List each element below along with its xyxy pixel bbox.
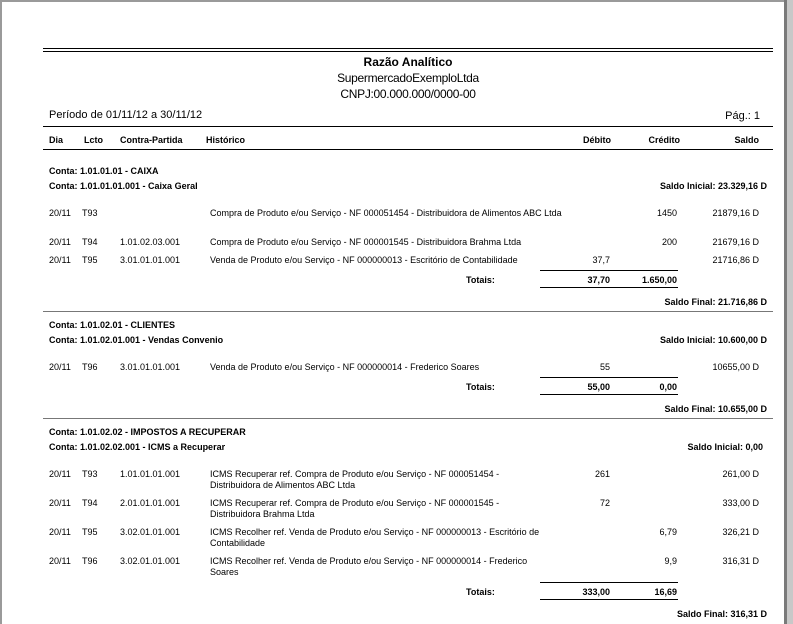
totals-label: Totais:: [466, 275, 495, 285]
company-cnpj: CNPJ:00.000.000/0000-00: [340, 87, 476, 101]
period-separator: a: [150, 109, 158, 121]
window-top-edge: [0, 0, 793, 2]
row-saldo: 10655,00 D: [712, 362, 759, 372]
row-lcto: T94: [82, 498, 98, 508]
col-credito: Crédito: [648, 135, 680, 145]
subaccount-title: Conta: 1.01.02.02.001 - ICMS a Recuperar: [49, 442, 226, 452]
row-credito: 6,79: [659, 527, 677, 537]
total-debito: 55,00: [587, 382, 610, 392]
page-number: Pág.: 1: [725, 110, 760, 122]
totals-bottom-rule: [540, 599, 678, 600]
row-historico: Venda de Produto e/ou Serviço - NF 000000014 - Frederico Soares: [210, 362, 480, 372]
col-dia: Dia: [49, 135, 64, 145]
row-historico: Compra de Produto e/ou Serviço - NF 000051454 - Distribuidora de Alimentos ABC Ltda: [210, 208, 562, 218]
row-saldo: 316,31 D: [722, 556, 759, 566]
row-historico: ICMS Recuperar ref. Compra de Produto e/ou Serviço - NF 000051454 - Distribuidora de Alimentos ABC Ltda: [210, 469, 500, 490]
row-saldo: 326,21 D: [722, 527, 759, 537]
period-end: 30/11/12: [160, 109, 203, 121]
row-debito: 261: [594, 469, 610, 479]
period-label: Período de: [49, 109, 103, 121]
row-saldo: 21879,16 D: [712, 208, 759, 218]
row-historico: Venda de Produto e/ou Serviço - NF 000000013 - Escritório de Contabilidade: [210, 255, 518, 265]
row-debito: 72: [599, 498, 610, 508]
columns-top-rule: [43, 126, 773, 127]
section-divider: [43, 311, 773, 312]
header-double-rule: [43, 48, 773, 52]
row-saldo: 21679,16 D: [712, 237, 759, 247]
totals-rule: [540, 270, 678, 271]
row-saldo: 21716,86 D: [712, 255, 759, 265]
col-historico: Histórico: [206, 135, 246, 145]
row-debito: 37,7: [592, 255, 610, 265]
viewer-scroll-gutter[interactable]: [787, 0, 793, 624]
row-contra-partida: 2.01.01.01.001: [120, 498, 181, 508]
account-title: Conta: 1.01.01.01 - CAIXA: [49, 166, 159, 176]
final-balance: Saldo Final: 316,31 D: [676, 609, 767, 619]
total-credito: 0,00: [659, 382, 677, 392]
totals-rule: [540, 582, 678, 583]
row-lcto: T93: [82, 469, 98, 479]
col-lcto: Lcto: [84, 135, 103, 145]
columns-bottom-rule: [43, 149, 773, 150]
row-historico: ICMS Recolher ref. Venda de Produto e/ou Serviço - NF 000000013 - Escritório de Contabilidade: [210, 527, 540, 548]
col-saldo: Saldo: [734, 135, 759, 145]
account-title: Conta: 1.01.02.02 - IMPOSTOS A RECUPERAR: [49, 427, 246, 437]
row-dia: 20/11: [49, 556, 71, 566]
row-dia: 20/11: [49, 237, 71, 247]
subaccount-title: Conta: 1.01.02.01.001 - Vendas Convenio: [49, 335, 224, 345]
row-contra-partida: 3.02.01.01.001: [120, 556, 181, 566]
totals-label: Totais:: [466, 382, 495, 392]
period-line: [49, 109, 202, 121]
initial-balance: Saldo Inicial: 0,00: [687, 442, 763, 452]
row-contra-partida: 1.01.02.03.001: [120, 237, 181, 247]
window-left-edge: [0, 0, 2, 624]
company-name: SupermercadoExemploLtda: [337, 71, 479, 85]
totals-label: Totais:: [466, 587, 495, 597]
row-saldo: 261,00 D: [722, 469, 759, 479]
final-balance: Saldo Final: 21.716,86 D: [664, 297, 767, 307]
row-dia: 20/11: [49, 208, 71, 218]
subaccount-title: Conta: 1.01.01.01.001 - Caixa Geral: [49, 181, 198, 191]
row-credito: 200: [661, 237, 677, 247]
row-lcto: T93: [82, 208, 98, 218]
row-dia: 20/11: [49, 498, 71, 508]
account-title: Conta: 1.01.02.01 - CLIENTES: [49, 320, 176, 330]
col-contra-partida: Contra-Partida: [120, 135, 183, 145]
section-divider: [43, 418, 773, 419]
row-lcto: T96: [82, 362, 98, 372]
final-balance: Saldo Final: 10.655,00 D: [664, 404, 767, 414]
row-lcto: T96: [82, 556, 98, 566]
row-dia: 20/11: [49, 469, 71, 479]
row-dia: 20/11: [49, 362, 71, 372]
row-credito: 9,9: [664, 556, 677, 566]
total-debito: 333,00: [582, 587, 610, 597]
row-historico: ICMS Recuperar ref. Compra de Produto e/ou Serviço - NF 000001545 - Distribuidora Brahma Ltda: [210, 498, 500, 519]
row-contra-partida: 3.02.01.01.001: [120, 527, 181, 537]
total-credito: 1.650,00: [641, 275, 677, 285]
row-historico: ICMS Recolher ref. Venda de Produto e/ou Serviço - NF 000000014 - Frederico Soares: [210, 556, 528, 577]
totals-bottom-rule: [540, 394, 678, 395]
total-credito: 16,69: [654, 587, 677, 597]
row-historico: Compra de Produto e/ou Serviço - NF 000001545 - Distribuidora Brahma Ltda: [210, 237, 522, 247]
row-contra-partida: 3.01.01.01.001: [120, 362, 181, 372]
row-debito: 55: [599, 362, 610, 372]
row-lcto: T95: [82, 255, 98, 265]
initial-balance: Saldo Inicial: 23.329,16 D: [659, 181, 767, 191]
total-debito: 37,70: [587, 275, 610, 285]
row-lcto: T95: [82, 527, 98, 537]
row-dia: 20/11: [49, 255, 71, 265]
period-start: 01/11/12: [105, 109, 148, 121]
row-saldo: 333,00 D: [722, 498, 759, 508]
row-lcto: T94: [82, 237, 98, 247]
initial-balance: Saldo Inicial: 10.600,00 D: [659, 335, 767, 345]
col-debito: Débito: [583, 135, 611, 145]
totals-bottom-rule: [540, 287, 678, 288]
row-contra-partida: 1.01.01.01.001: [120, 469, 181, 479]
report-title: Razão Analítico: [363, 55, 453, 69]
totals-rule: [540, 377, 678, 378]
row-credito: 1450: [656, 208, 677, 218]
row-contra-partida: 3.01.01.01.001: [120, 255, 181, 265]
row-dia: 20/11: [49, 527, 71, 537]
